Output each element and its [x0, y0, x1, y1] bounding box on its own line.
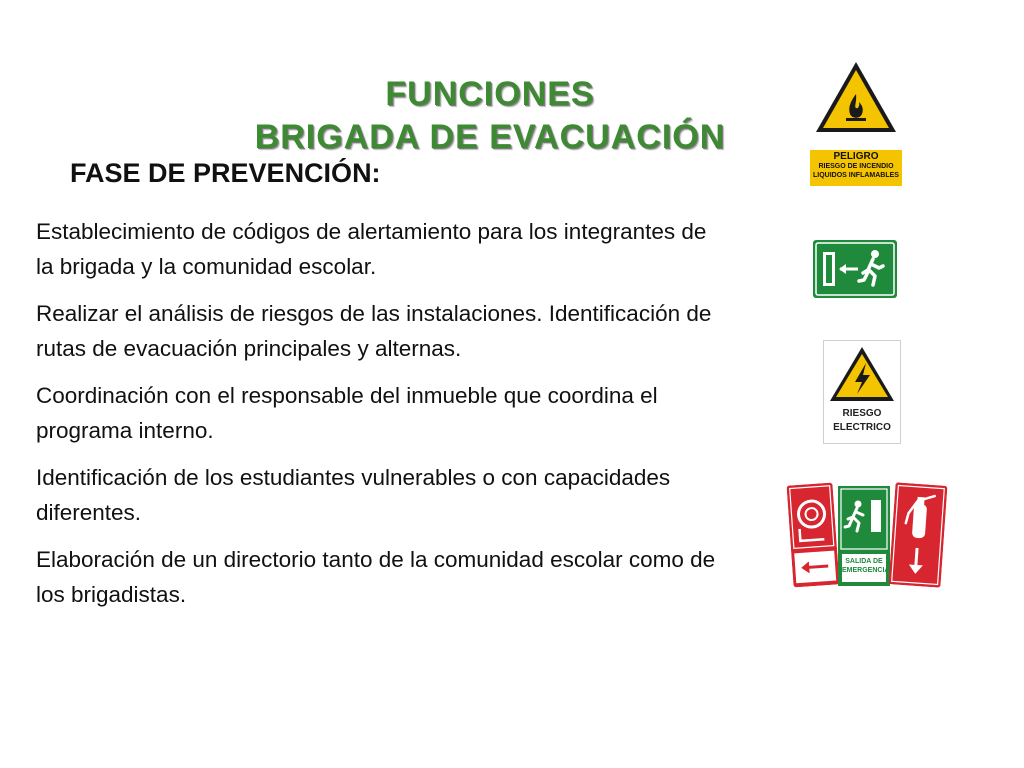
fire-hose-sign [786, 483, 839, 588]
exit-label-plate [842, 554, 890, 582]
emergency-exit-icon [838, 486, 890, 552]
bullet-item: Elaboración de un directorio tanto de la comunidad escolar como de los brigadistas. [36, 547, 716, 607]
bullet-item: Realizar el análisis de riesgos de las instalaciones. Identificación de rutas de evacuación principales y alternas. [36, 301, 712, 361]
electric-hazard-icon [824, 343, 900, 407]
emergency-exit-icon [813, 240, 897, 298]
exit-label-line-2: EMERGENCIA [842, 567, 890, 574]
exit-label-line-1: SALIDA DE [845, 558, 883, 565]
fire-sign-label-2: RIESGO DE INCENDIO [818, 163, 894, 170]
fire-hose-icon [786, 483, 839, 588]
fire-sign-label-3: LIQUIDOS INFLAMABLES [813, 172, 899, 179]
flammable-warning-sign [812, 58, 900, 136]
bullet-item: Identificación de los estudiantes vulnerables o con capacidades diferentes. [36, 465, 671, 525]
bullet-item: Establecimiento de códigos de alertamiento para los integrantes de la brigada y la comunidad escolar. [36, 219, 707, 279]
section-heading: FASE DE PREVENCIÓN: [70, 158, 381, 188]
bullet-list [36, 214, 716, 624]
slide-title-line-2: BRIGADA DE EVACUACIÓN [254, 118, 726, 156]
fire-extinguisher-sign [889, 482, 948, 587]
electric-hazard-sign [824, 341, 900, 443]
slide-title-line-1: FUNCIONES [385, 75, 595, 113]
emergency-exit-sign [813, 240, 897, 298]
electric-sign-label-1: RIESGO [842, 408, 882, 419]
emergency-exit-equipment-sign [838, 486, 890, 586]
flammable-label-plate [810, 150, 902, 186]
flammable-warning-icon [812, 58, 900, 136]
fire-extinguisher-icon [889, 482, 948, 587]
bullet-item: Coordinación con el responsable del inmueble que coordina el programa interno. [36, 383, 658, 443]
electric-sign-label-2: ELECTRICO [833, 422, 891, 433]
fire-sign-label-1: PELIGRO [833, 151, 879, 162]
